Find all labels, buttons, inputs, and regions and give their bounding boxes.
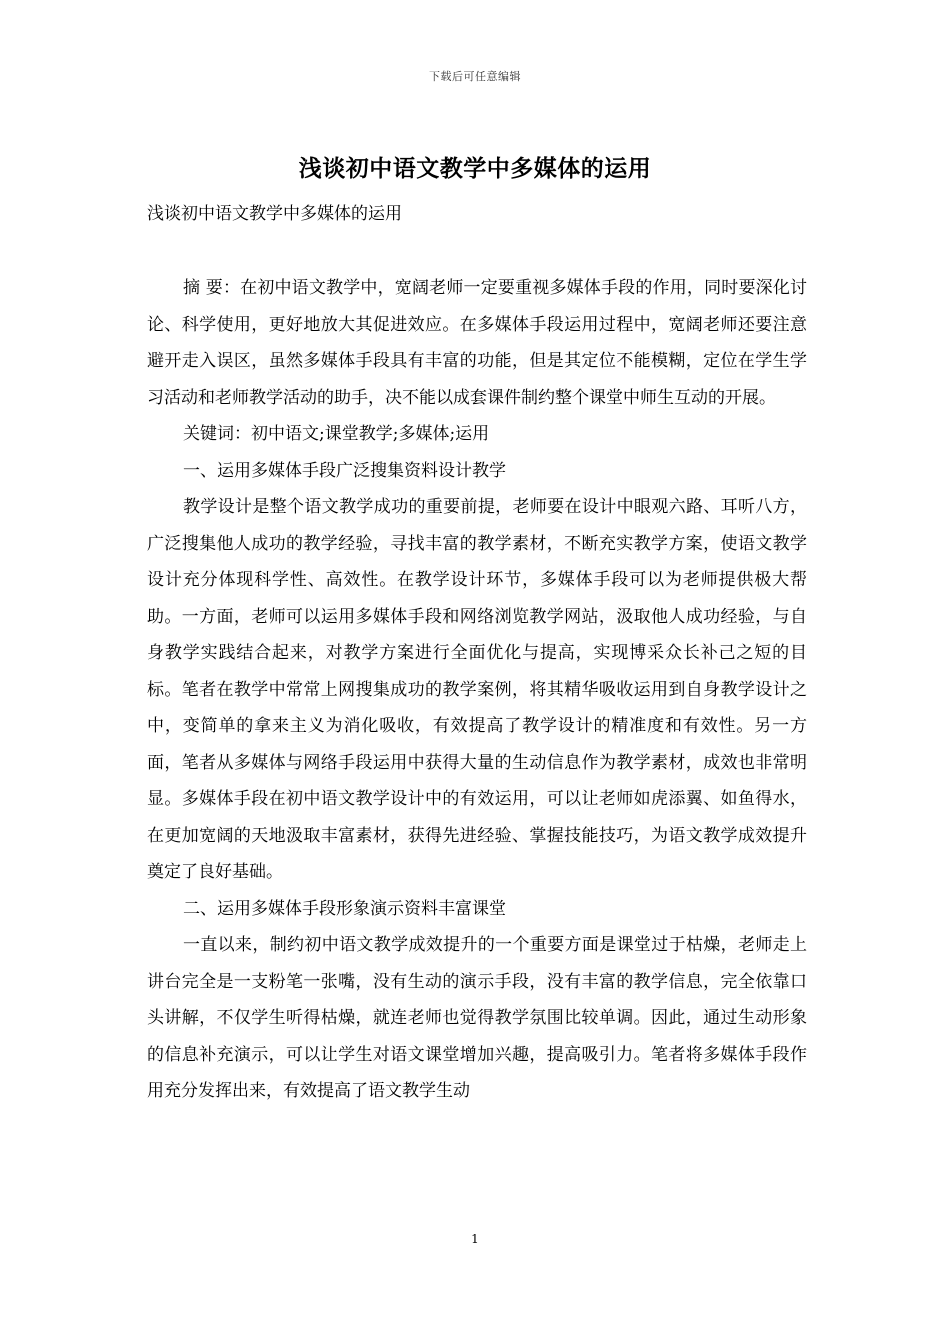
document-subtitle: 浅谈初中语文教学中多媒体的运用 [147,204,402,224]
page-number: 1 [471,1232,479,1246]
body-paragraph: 教学设计是整个语文教学成功的重要前提，老师要在设计中眼观六路、耳听八方，广泛搜集他人成功的教学经验，寻找丰富的教学素材，不断充实教学方案，使语文教学设计充分体现科学性、高效性。在教学设计环节，多媒体手段可以为老师提供极大帮助。一方面，老师可以运用多媒体手段和网络浏览教学网站，汲取他人成功经验，与自身教学实践结合起来，对教学方案进行全面优化与提高，实现博采众长补己之短的目标。笔者在教学中常常上网搜集成功的教学案例，将其精华吸收运用到自身教学设计之中，变简单的拿来主义为消化吸收，有效提高了教学设计的精准度和有效性。另一方面，笔者从多媒体与网络手段运用中获得大量的生动信息作为教学素材，成效也非常明显。多媒体手段在初中语文教学设计中的有效运用，可以让老师如虎添翼、如鱼得水，在更加宽阔的天地汲取丰富素材，获得先进经验、掌握技能技巧，为语文教学成效提升奠定了良好基础。 [147,497,807,882]
abstract-paragraph: 摘 要：在初中语文教学中，宽阔老师一定要重视多媒体手段的作用，同时要深化讨论、科学使用，更好地放大其促进效应。在多媒体手段运用过程中，宽阔老师还要注意避开走入误区，虽然多媒体手段具有丰富的功能，但是其定位不能模糊，定位在学生学习活动和老师教学活动的助手，决不能以成套课件制约整个课堂中师生互动的开展。 [147,278,807,408]
section-heading-1: 一、运用多媒体手段广泛搜集资料设计教学 [183,460,506,481]
page-header: 下载后可任意编辑 [429,70,521,83]
keywords-paragraph: 关键词：初中语文;课堂教学;多媒体;运用 [183,424,490,444]
section-heading-2: 二、运用多媒体手段形象演示资料丰富课堂 [183,898,506,919]
body-paragraph: 一直以来，制约初中语文教学成效提升的一个重要方面是课堂过于枯燥，老师走上讲台完全是一支粉笔一张嘴，没有生动的演示手段，没有丰富的教学信息，完全依靠口头讲解，不仅学生听得枯燥，就连老师也觉得教学氛围比较单调。因此，通过生动形象的信息补充演示，可以让学生对语文课堂增加兴趣，提高吸引力。笔者将多媒体手段作用充分发挥出来，有效提高了语文教学生动 [147,935,807,1101]
document-title: 浅谈初中语文教学中多媒体的运用 [298,155,652,182]
document-body [147,270,807,1110]
